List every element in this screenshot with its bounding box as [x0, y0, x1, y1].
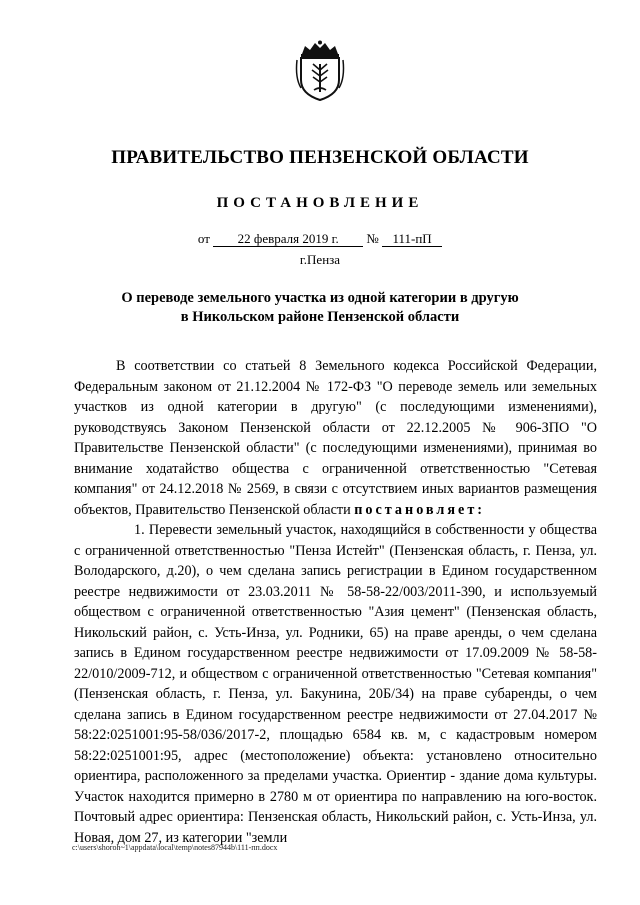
preamble-text: В соответствии со статьей 8 Земельного кодекса Российской Федерации, Федеральным законом от 21.12.2004 № 172-ФЗ "О переводе земель или земельных участков из одной категории в другую" (с последующими изменениями), руководствуясь Законом Пензенской области от 22.12.2005 № 906-ЗПО "О Правительстве Пензенской области" (с последующими изменениями), принимая во внимание ходатайство общества с ограниченной ответственностью "Сетевая компания" от 24.12.2018 № 2569, в связи с отсутствием иных вариантов размещения объектов, Правительство Пензенской области: [74, 358, 597, 518]
file-path-footer: c:\users\shoroh~1\appdata\local\temp\notes87944b\111-пп.docx: [72, 843, 278, 852]
number-prefix: №: [366, 231, 379, 246]
body-paragraph-item-1: 1. Перевести земельный участок, находящийся в собственности у общества с ограниченной ответственностью "Пенза Истейт" (Пензенская область, г. Пенза, ул. Володарского, д.20), о чем сделана запись регистрации в Едином государственном реестре недвижимости от 23.03.2011 № 58-58-22/003/2011-390, и используемый обществом с ограниченной ответственностью "Азия цемент" (Пензенская область, Никольский район, с. Усть-Инза, ул. Родники, 65) на праве аренды, о чем сделана запись в Едином государственном реестре недвижимости от 17.09.2009 № 58-58-22/010/2009-712, и обществом с ограниченной ответственностью "Сетевая компания" (Пензенская область, г. Пенза, ул. Бакунина, 20Б/34) на праве субаренды, о чем сделана запись в Едином государственном реестре недвижимости от 27.04.2017 № 58:22:0251001:95-58/036/2017-2, площадью 6584 кв. м, с кадастровым номером 58:22:0251001:95, адрес (местоположение) объекта: установлено относительно ориентира, расположенного за пределами участка. Ориентир - здание дома культуры. Участок находится примерно в 2780 м от ориентира по направлению на юго-восток. Почтовый адрес ориентира: Пензенская область, Никольский район, с. Усть-Инза, ул. Новая, дом 27, из категории "земли: [74, 522, 597, 846]
document-date: 22 февраля 2019 г.: [213, 232, 363, 247]
document-title: [80, 289, 560, 327]
document-city: г.Пенза: [299, 252, 341, 267]
organization-name: ПРАВИТЕЛЬСТВО ПЕНЗЕНСКОЙ ОБЛАСТИ: [111, 147, 529, 168]
date-number-line: [0, 231, 640, 247]
resolves-word: постановляет:: [354, 501, 486, 518]
document-body: [74, 356, 597, 848]
penza-coat-of-arms-icon: [293, 40, 347, 102]
title-line-2: в Никольском районе Пензенской области: [180, 309, 460, 325]
title-line-1: О переводе земельного участка из одной категории в другую: [121, 290, 519, 306]
body-paragraph-preamble: [74, 356, 597, 520]
document-type: ПОСТАНОВЛЕНИЕ: [216, 195, 424, 211]
document-number: 111-пП: [382, 232, 442, 247]
date-prefix: от: [197, 231, 210, 246]
